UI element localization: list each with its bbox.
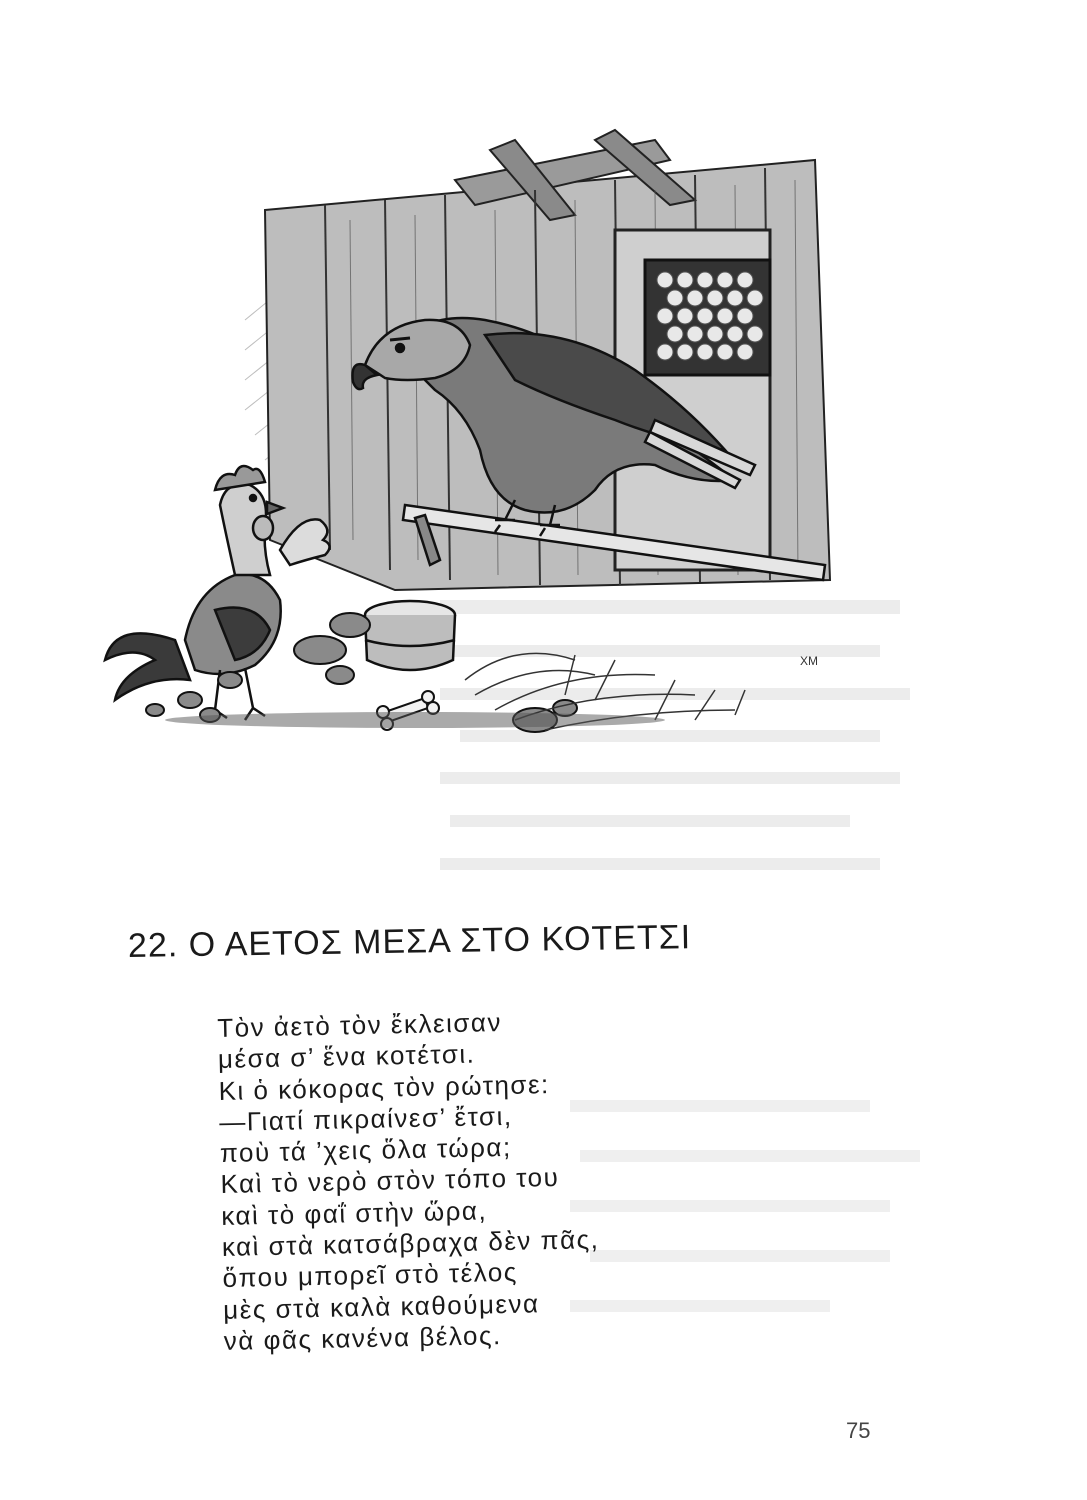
artist-signature: ΧΜ (800, 654, 818, 668)
poem-line: μέσα σ’ ἕνα κοτέτσι. (217, 1038, 476, 1075)
poem-line: νὰ φᾶς κανένα βέλος. (223, 1320, 502, 1356)
poem-line: ποὺ τά ’χεις ὅλα τώρα; (219, 1132, 512, 1169)
page-number: 75 (846, 1418, 871, 1443)
water-bowl-icon (365, 601, 455, 670)
poem-body (217, 1001, 784, 1357)
poem-line: ὅπου μπορεῖ στὸ τέλος (222, 1257, 519, 1294)
eagle-and-rooster-illustration (95, 120, 855, 760)
poem-title: 22. Ο ΑΕΤΟΣ ΜΕΣΑ ΣΤΟ ΚΟΤΕΤΣΙ (127, 917, 692, 965)
poem-line: μὲς στὰ καλὰ καθούμενα (222, 1287, 540, 1325)
ground-shadow (165, 712, 665, 728)
poem-line: Κι ὁ κόκορας τὸν ρώτησε: (218, 1068, 551, 1106)
poem-line: Τὸν ἀετὸ τὸν ἔκλεισαν (217, 1007, 503, 1043)
poem-line: καὶ τὸ φαΐ στὴν ὥρα, (220, 1195, 488, 1231)
poem-line: —Γιατί πικραίνεσ’ ἔτσι, (218, 1100, 513, 1137)
poem-line: καὶ στὰ κατσάβραχα δὲν πᾶς, (221, 1224, 600, 1263)
mesh-window-icon (645, 260, 770, 375)
poem-line: Καὶ τὸ νερὸ στὸν τόπο του (220, 1162, 560, 1200)
